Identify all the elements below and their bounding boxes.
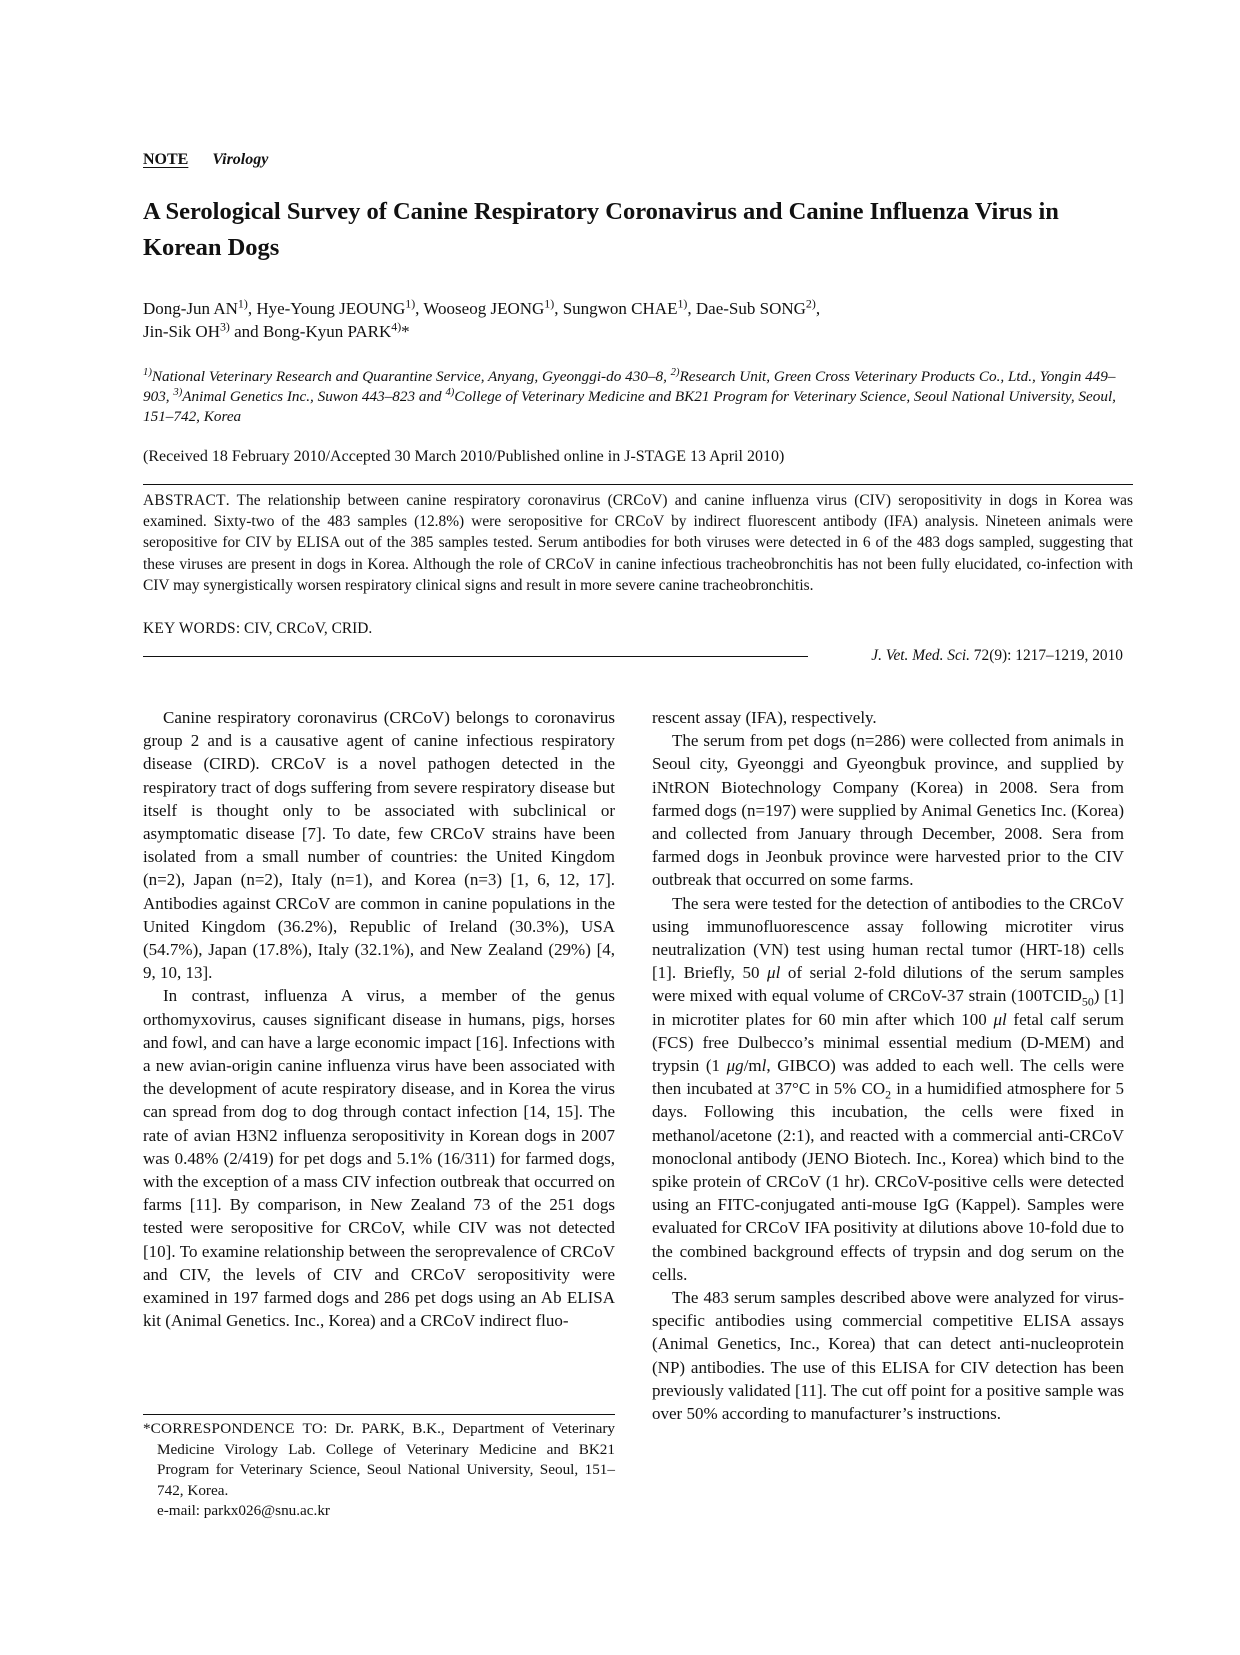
article-title: A Serological Survey of Canine Respiratory Coronavirus and Canine Influenza Virus in Korean Dogs (143, 198, 1059, 261)
body-paragraph: rescent assay (IFA), respectively. (652, 708, 877, 727)
body-paragraph: In contrast, influenza A virus, a member of the genus orthomyxovirus, causes significant disease in humans, pigs, horses and fowl, and can have a large economic impact [16]. Infections with a new avian-origin canine influenza virus have been associated with the development of acute respiratory disease, and in Korea the virus can spread from dog to dog through contact infection [14, 15]. The rate of avian H3N2 influenza seropositivity in Korean dogs in 2007 was 0.48% (2/419) for pet dogs and 5.1% (16/311) for farmed dogs, with the exception of a mass CIV infection outbreak that occurred on farms [11]. By comparison, in New Zealand 73 of the 251 dogs tested were seropositive for CRCoV, while CIV was not detected [10]. To examine relationship between the seroprevalence of CRCoV and CIV, the levels of CIV and CRCoV seropositivity were examined in 197 farmed dogs and 286 pet dogs using an Ab ELISA kit (Animal Genetics. Inc., Korea) and a CRCoV indirect fluo- (143, 986, 615, 1331)
correspondence-email: e-mail: parkx026@snu.ac.kr (157, 1502, 330, 1519)
author: Sungwon CHAE (562, 299, 678, 318)
author-affiliation-mark: 1) (405, 296, 416, 311)
journal-name: J. Vet. Med. Sci. (871, 647, 970, 664)
author: Hye-Young JEOUNG (256, 299, 406, 318)
author: Dae-Sub SONG (695, 299, 806, 318)
keywords-label: KEY WORDS (143, 620, 236, 637)
abstract-top-rule (143, 484, 1133, 485)
author: Dong-Jun AN (143, 299, 238, 318)
abstract-label: ABSTRACT (143, 492, 226, 509)
abstract-text: . The relationship between canine respiratory coronavirus (CRCoV) and canine influenza virus (CIV) seropositivity in dogs in Korea was examined. Sixty-two of the 483 samples (12.8%) were seropositive for CRCoV by indirect fluorescent antibody (IFA) analysis. Nineteen animals were seropositive for CIV by ELISA out of the 385 samples tested. Serum antibodies for both viruses were detected in 6 of the 483 dogs sampled, suggesting that these viruses are present in dogs in Korea. Although the role of CRCoV in canine infectious tracheobronchitis has not been fully elucidated, co-infection with CIV may synergistically worsen respiratory clinical signs and result in more severe canine tracheobronchitis. (143, 492, 1133, 594)
journal-ref: 72(9): 1217–1219, 2010 (969, 647, 1123, 664)
affiliation: College of Veterinary Medicine and BK21 Program for Veterinary Science, Seoul National University, Seoul, 151–742, Korea (143, 388, 1116, 425)
author: Wooseog JEONG (423, 299, 545, 318)
body-paragraph: The 483 serum samples described above were analyzed for virus-specific antibodies using commercial competitive ELISA assays (Animal Genetics, Inc., Korea) that can detect anti-nucleoprotein (NP) antibodies. The use of this ELISA for CIV detection has been previously validated [11]. The cut off point for a positive sample was over 50% according to manufacturer’s instructions. (652, 1288, 1124, 1424)
footnote-rule (143, 1414, 615, 1415)
keywords-text: : CIV, CRCoV, CRID. (235, 620, 373, 637)
received-dates: (Received 18 February 2010/Accepted 30 March 2010/Published online in J-STAGE 13 April 2010) (143, 448, 785, 465)
author-affiliation-mark: 1) (237, 296, 248, 311)
keywords (143, 620, 372, 638)
author-list: Dong-Jun AN$^{1)}$, Hye-Young JEOUNG$^{1)}$, Wooseog JEONG$^{1)}$, Sungwon CHAE$^{1)}$, Dae-Sub SONG$^{2)}$, Jin-Sik OH$^{3)}$ and Bong-Kyun PARK$^{4)}$* (143, 296, 821, 341)
abstract (143, 490, 1133, 596)
body-column-right (652, 706, 1124, 1425)
correspondence-footnote: *CORRESPONDENCE TO: Dr. PARK, B.K., Department of Veterinary Medicine Virology Lab. College of Veterinary Medicine and BK21 Program for Veterinary Science, Seoul National University, Seoul, 151–742, Korea. e-mail: parkx026@snu.ac.kr (143, 1419, 615, 1522)
author-affiliation-mark: 4) (391, 319, 402, 334)
author-affiliation-mark: 1) (544, 296, 555, 311)
footnote-label: CORRESPONDENCE TO (150, 1420, 324, 1437)
author-affiliation-mark: 2) (805, 296, 816, 311)
abstract-bottom-rule (143, 656, 808, 657)
body-column-left (143, 706, 615, 1332)
author-affiliation-mark: 1) (677, 296, 688, 311)
body-paragraph-methods: The sera were tested for the detection of antibodies to the CRCoV using immunofluorescence assay following microtiter virus neutralization (VN) test using human rectal tumor (HRT-18) cells [1]. Briefly, 50 μl of serial 2-fold dilutions of the serum samples were mixed with equal volume of CRCoV-37 strain $(100TCID_{50})$ [1] in microtiter plates for 60 min after which 100 μl fetal calf serum (FCS) free Dulbecco’s minimal essential medium (D-MEM) and trypsin (1 μg/ml, GIBCO) was added to each well. The cells were then incubated at 37°C in 5% $CO_2$ in a humidified atmosphere for 5 days. Following this incubation, the cells were fixed in methanol/acetone (2:1), and reacted with a commercial anti-CRCoV monoclonal antibody (JENO Biotech. Inc., Korea) which bind to the spike protein of CRCoV (1 hr). CRCoV-positive cells were detected using an FITC-conjugated anti-mouse IgG (Kappel). Samples were evaluated for CRCoV IFA positivity at dilutions above 10-fold due to the combined background effects of trypsin and dog serum on the cells. (652, 893, 1125, 1284)
affiliation: Research Unit, Green Cross Veterinary Products Co., Ltd., Yongin 449–903, (143, 368, 1116, 405)
note-label: NOTE (143, 151, 189, 168)
author: Jin-Sik OH (143, 322, 220, 341)
author: Bong-Kyun PARK (262, 322, 392, 341)
section-tag (143, 151, 268, 169)
author-affiliation-mark: 3) (219, 319, 230, 334)
journal-citation (871, 647, 1123, 665)
footnote-text: : Dr. PARK, B.K., Department of Veterinary Medicine Virology Lab. College of Veterinary Medicine and BK21 Program for Veterinary Science, Seoul National University, Seoul, 151–742, Korea. (157, 1420, 615, 1499)
affiliations: $^{1)}$National Veterinary Research and Quarantine Service, Anyang, Gyeonggi-do 430–8, $^{2)}$Research Unit, Green Cross Veterinary Products Co., Ltd., Yongin 449–903, $^{3)}$Animal Genetics Inc., Suwon 443–823 and $^{4)}$College of Veterinary Medicine and BK21 Program for Veterinary Science, Seoul National University, Seoul, 151–742, Korea (143, 366, 1116, 425)
affiliation: National Veterinary Research and Quarantine Service, Anyang, Gyeonggi-do 430–8, (151, 368, 671, 385)
body-paragraph: The serum from pet dogs (n=286) were collected from animals in Seoul city, Gyeonggi and Gyeongbuk province, and supplied by iNtRON Biotechnology Company (Korea) in 2008. Sera from farmed dogs (n=197) were supplied by Animal Genetics Inc. (Korea) and collected from January through December, 2008. Sera from farmed dogs in Jeonbuk province were harvested prior to the CIV outbreak that occurred on some farms. (652, 731, 1124, 890)
affiliation: Animal Genetics Inc., Suwon 443–823 and (182, 388, 446, 405)
body-paragraph: Canine respiratory coronavirus (CRCoV) belongs to coronavirus group 2 and is a causative agent of canine infectious respiratory disease (CIRD). CRCoV is a novel pathogen detected in the respiratory tract of dogs suffering from severe respiratory disease but itself is thought only to be associated with subclinical or asymptomatic disease [7]. To date, few CRCoV strains have been isolated from a small number of countries: the United Kingdom (n=2), Japan (n=2), Italy (n=1), and Korea (n=3) [1, 6, 12, 17]. Antibodies against CRCoV are common in canine populations in the United Kingdom (36.2%), Republic of Ireland (30.3%), USA (54.7%), Japan (17.8%), Italy (32.1%), and New Zealand (29%) [4, 9, 10, 13]. (143, 708, 615, 983)
topic-label: Virology (212, 151, 269, 168)
